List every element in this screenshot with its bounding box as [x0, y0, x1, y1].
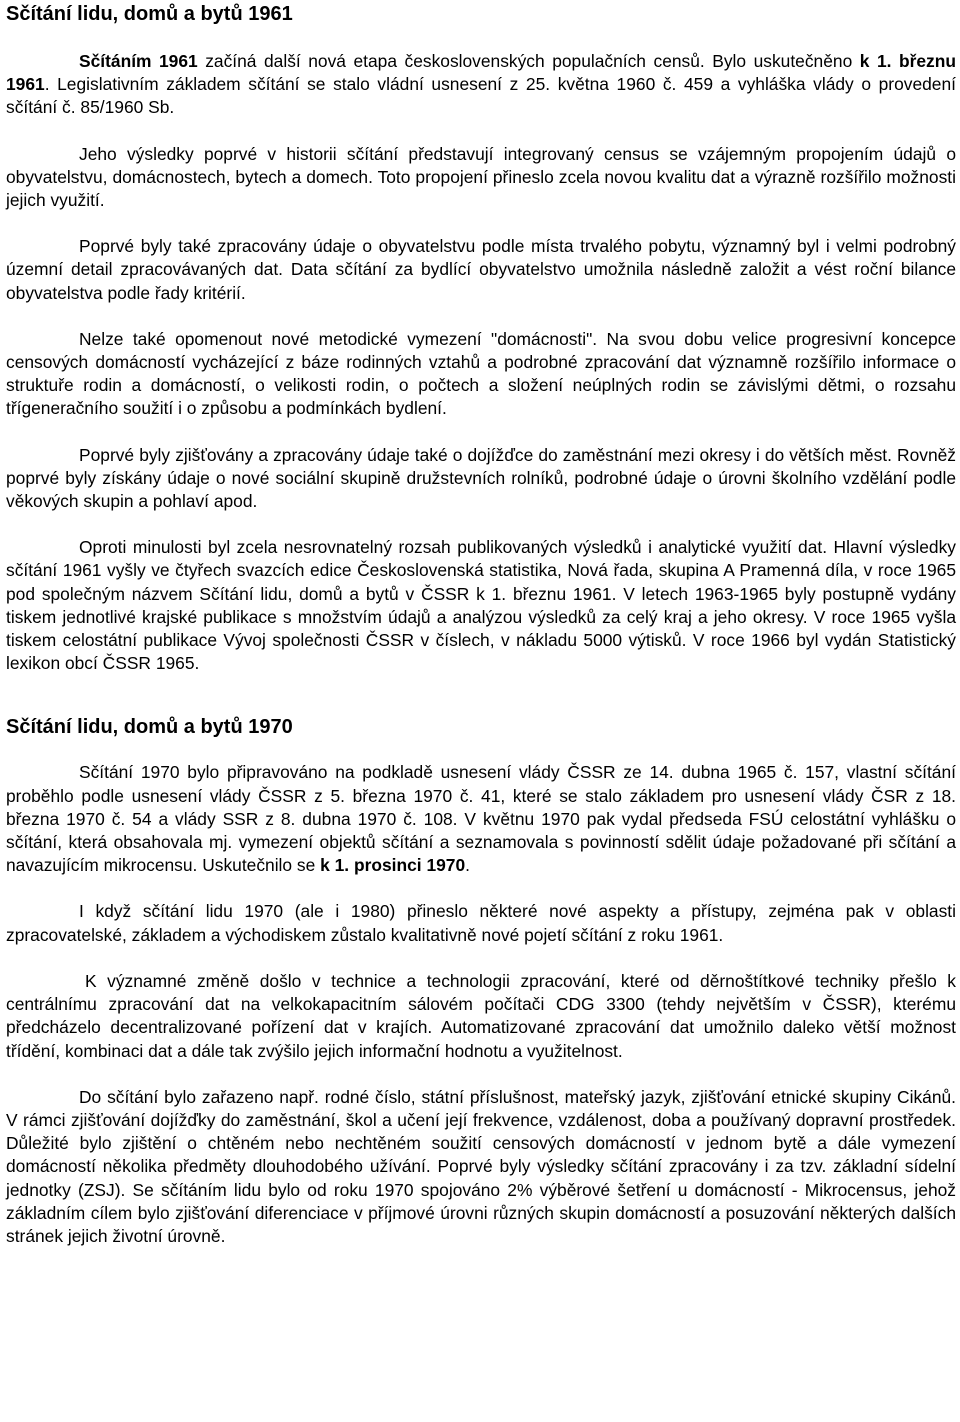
text-fragment: Sčítání 1970 bylo připravováno na podkladě usnesení vlády ČSSR ze 14. dubna 1965 č. 157, vlastní sčítání proběhlo podle usnesení vlády ČSSR z 5. března 1970 č. 41, které se stalo základem pro usnesení vlády ČSR z 18. března 1970 č. 54 a vlády SSR z 8. dubna 1970 č. 108. V květnu 1970 pak vydal předseda FSÚ celostátní vyhlášku o sčítání, která obsahovala mj. vymezení objektů sčítání a seznamovala s povinností sdělit údaje požadované při sčítání a navazujícím mikrocensu. Uskutečnilo se	[6, 762, 956, 876]
text-fragment: .	[465, 855, 470, 876]
text-fragment: . Legislativním základem sčítání se stalo vládní usnesení z 25. května 1960 č. 459 a vyhláška vlády o provedení sčítání č. 85/1960 Sb.	[6, 74, 956, 118]
section-heading-1970: Sčítání lidu, domů a bytů 1970	[6, 716, 293, 739]
paragraph-1961-residence: Poprvé byly také zpracovány údaje o obyvatelstvu podle místa trvalého pobytu, významný byl i velmi podrobný územní detail zpracovávaných dat. Data sčítání za bydlící obyvatelstvo umožnila následně založit a vést roční bilance obyvatelstva podle řady kritérií.	[6, 236, 956, 303]
section-heading-1961: Sčítání lidu, domů a bytů 1961	[6, 3, 293, 25]
document-page	[0, 2, 960, 1422]
paragraph-1970-aspects: I když sčítání lidu 1970 (ale i 1980) přineslo některé nové aspekty a přístupy, zejména pak v oblasti zpracovatelské, základem a východiskem zůstalo kvalitativně nové pojetí sčítání z roku 1961.	[6, 901, 956, 945]
bold-census-1961: Sčítáním 1961	[79, 51, 198, 71]
text-fragment: začíná další nová etapa československých populačních censů. Bylo uskutečněno	[197, 51, 860, 71]
bold-date-1961: k 1. březnu 1961	[6, 51, 956, 95]
paragraph-1961-households: Nelze také opomenout nové metodické vymezení "domácnosti". Na svou dobu velice progresivní koncepce censových domácností vycházející z báze rodinných vztahů a podrobné zpracování dat významně rozšířilo informace o struktuře rodin a domácností, o velikosti rodin, o počtech a složení neúplných rodin se závislými dětmi, o rozsahu třígeneračního soužití i o způsobu a podmínkách bydlení.	[6, 328, 956, 419]
paragraph-1970-technology: K významné změně došlo v technice a technologii zpracování, které od děrnoštítkové techniky přešlo k centrálnímu zpracování dat na velkokapacitním sálovém počítači CDG 3300 (tehdy největším v ČSSR), kterému předcházelo decentralizované pořízení dat v krajích. Automatizované zpracování dat umožnilo daleko větší možnost třídění, kombinaci dat a dále tak zvýšilo jejich informační hodnotu a využitelnost.	[6, 970, 956, 1061]
paragraph-1970-legislation	[6, 761, 956, 877]
bold-date-1970: k 1. prosinci 1970	[320, 855, 466, 876]
paragraph-1961-publications: Oproti minulosti byl zcela nesrovnatelný rozsah publikovaných výsledků i analytické využití dat. Hlavní výsledky sčítání 1961 vyšly ve čtyřech svazcích edice Československá statistika, Nová řada, skupina A Pramenná díla, v roce 1965 pod společným názvem Sčítání lidu, domů a bytů v ČSSR k 1. březnu 1961. V letech 1963-1965 byly postupně vydány tiskem jednotlivé krajské publikace s množstvím údajů a analýzou výsledků za celý kraj a jeho okresy. V roce 1965 vyšla tiskem celostátní publikace Vývoj společnosti ČSSR v číslech, v nákladu 5000 výtisků. V roce 1966 byl vydán Statistický lexikon obcí ČSSR 1965.	[6, 537, 956, 674]
paragraph-1970-new-items: Do sčítání bylo zařazeno např. rodné číslo, státní příslušnost, mateřský jazyk, zjišťování etnické skupiny Cikánů. V rámci zjišťování dojížďky do zaměstnání, škol a učení její frekvence, vzdálenost, doba a používaný dopravní prostředek. Důležité bylo zjištění o chtěném nebo nechtěném soužití censových domácností v jednom bytě a dále vymezení domácností několika předměty dlouhodobého užívání. Poprvé byly výsledky sčítání zpracovány i za tzv. základní sídelní jednotky (ZSJ). Se sčítáním lidu bylo od roku 1970 spojováno 2% výběrové šetření u domácností - Mikrocensus, jehož základním cílem bylo zjišťování diferenciace v příjmové úrovni různých skupin domácností a posuzování některých dalších stránek jejich životní úrovně.	[6, 1086, 956, 1246]
paragraph-1961-results: Jeho výsledky poprvé v historii sčítání představují integrovaný census se vzájemným propojením údajů o obyvatelstvu, domácnostech, bytech a domech. Toto propojení přineslo zcela novou kvalitu dat a výrazně rozšířilo možnosti jejich využití.	[6, 143, 956, 211]
paragraph-1961-commuting: Poprvé byly zjišťovány a zpracovány údaje také o dojížďce do zaměstnání mezi okresy i do větších měst. Rovněž poprvé byly získány údaje o nové sociální skupině družstevních rolníků, podrobné údaje o úrovni školního vzdělání podle věkových skupin a pohlaví apod.	[6, 444, 956, 512]
paragraph-1961-intro	[6, 50, 956, 120]
